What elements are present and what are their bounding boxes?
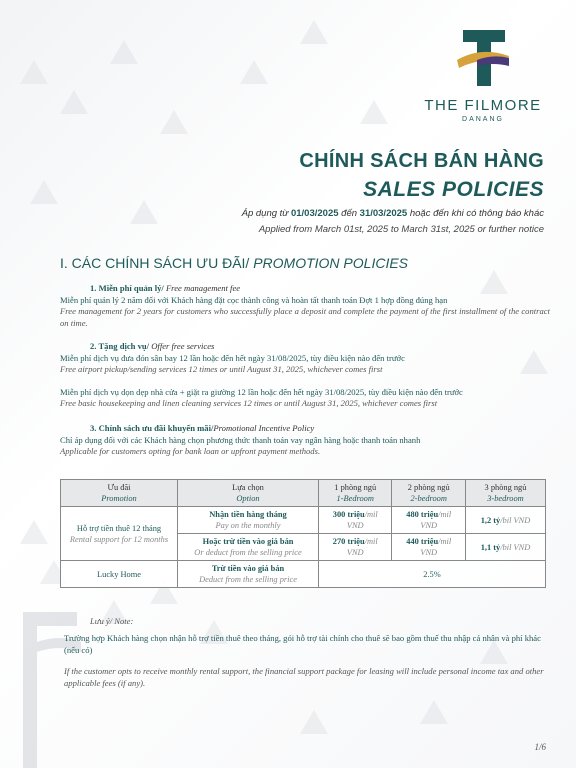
policy-item-heading <box>60 283 550 295</box>
policy-heading-en: Free management fee <box>165 283 241 293</box>
table-header-cell <box>178 480 319 507</box>
note-text-en: If the customer opts to receive monthly rental support, the financial support package for leasing will include personal income tax and other applicable fees (if any). <box>64 666 544 688</box>
applied-period-en: Applied from March 01st, 2025 to March 31st, 2025 or further notice <box>258 224 544 235</box>
policy-text-en: Free management for 2 years for customers who successfully place a deposit and complete the payment of the first installment of the contract on time. <box>60 306 550 328</box>
header-vn: 2 phòng ngủ <box>407 483 450 492</box>
value-cell <box>319 507 392 534</box>
option-cell <box>178 507 319 534</box>
lucky-home-cell <box>61 561 178 588</box>
section-heading-vn: I. CÁC CHÍNH SÁCH ƯU ĐÃI/ <box>60 255 254 271</box>
applied-period-vn <box>242 208 544 219</box>
table-header-cell <box>319 480 392 507</box>
policy-heading-vn: 2. Tặng dịch vụ/ <box>90 341 152 351</box>
applied-mid: đến <box>338 208 360 219</box>
unit: /bil VND <box>500 515 531 525</box>
policy-text-en-2: Free basic housekeeping and linen cleaning services 12 times or until August 31, 2025, whichever comes first <box>60 398 438 408</box>
policy-item-2 <box>60 341 550 410</box>
currency: VND <box>420 521 438 530</box>
value-cell <box>392 507 465 534</box>
option-en: Pay on the monthly <box>215 521 281 530</box>
amount: 270 triệu <box>332 537 365 546</box>
policy-item-heading <box>60 341 550 353</box>
rental-en: Rental support for 12 months <box>69 534 169 544</box>
lucky-home-percent: 2.5% <box>423 569 441 579</box>
policy-heading-vn: 3. Chính sách ưu đãi khuyến mãi/ <box>90 423 214 433</box>
promotion-table <box>60 479 546 588</box>
table-header-cell <box>465 480 545 507</box>
page-title-vn: CHÍNH SÁCH BÁN HÀNG <box>299 150 544 172</box>
policy-text-en: Applicable for customers opting for bank loan or upfront payment methods. <box>60 446 321 456</box>
currency: VND <box>346 521 364 530</box>
header-en: 2-bedroom <box>410 494 447 503</box>
header-en: 3-bedroom <box>487 494 524 503</box>
policy-heading-vn: 1. Miễn phí quản lý/ <box>90 283 166 293</box>
value-cell <box>465 507 545 534</box>
section-heading-en: PROMOTION POLICIES <box>253 255 409 271</box>
applied-to-date: 31/03/2025 <box>359 208 408 219</box>
amount: 300 triệu <box>332 510 365 519</box>
policy-text-vn-2: Miễn phí dịch vụ dọn dẹp nhà cửa + giặt ra giường 12 lần hoặc đến hết ngày 31/08/2025, tùy điều kiện nào đến trước <box>60 386 463 397</box>
section-heading <box>60 255 408 271</box>
unit: /bil VND <box>500 542 531 552</box>
value-cell <box>465 534 545 561</box>
amount: 480 triệu <box>406 510 439 519</box>
policy-item-1 <box>60 283 550 329</box>
option-vn: Nhận tiền hàng tháng <box>209 510 287 519</box>
brand-name: THE FILMORE <box>424 97 542 114</box>
rental-support-cell <box>61 507 178 561</box>
note-label: Lưu ý/ Note: <box>90 616 134 626</box>
lucky-home-label: Lucky Home <box>97 569 141 579</box>
filmore-logo-icon <box>453 30 513 86</box>
header-en: Option <box>236 494 260 503</box>
page-number: 1/6 <box>534 742 546 752</box>
applied-suffix: hoặc đến khi có thông báo khác <box>407 208 544 219</box>
table-row <box>61 561 546 588</box>
header-en: Promotion <box>101 494 137 503</box>
brand-city: DANANG <box>462 116 504 123</box>
option-cell <box>178 561 319 588</box>
rental-vn: Hỗ trợ tiền thuê 12 tháng <box>76 523 162 533</box>
unit: /mil <box>438 510 452 519</box>
applied-prefix: Áp dụng từ <box>241 208 291 219</box>
unit: /mil <box>438 537 452 546</box>
header-vn: 3 phòng ngủ <box>484 483 527 492</box>
header-en: 1-Bedroom <box>336 494 374 503</box>
option-cell <box>178 534 319 561</box>
policy-text-vn: Chỉ áp dụng đối với các Khách hàng chọn phương thức thanh toán vay ngân hàng hoặc thanh toán nhanh <box>60 434 421 445</box>
page-title-en: SALES POLICIES <box>363 178 544 201</box>
lucky-home-value <box>319 561 546 588</box>
option-vn: Hoặc trừ tiền vào giá bán <box>202 537 294 546</box>
policy-heading-en: Offer free services <box>151 341 215 351</box>
brand-logo <box>420 30 546 123</box>
option-en: Or deduct from the selling price <box>194 548 302 557</box>
policy-text-vn: Miễn phí quản lý 2 năm đối với Khách hàng đặt cọc thành công và hoàn tất thanh toán Đợt 1 hợp đồng đúng hạn <box>60 294 448 305</box>
amount: 1,1 tỷ <box>480 542 501 552</box>
header-vn: Ưu đãi <box>107 483 131 492</box>
policy-item-heading <box>60 423 550 435</box>
unit: /mil <box>364 510 378 519</box>
header-vn: 1 phòng ngủ <box>334 483 377 492</box>
option-en: Deduct from the selling price <box>199 575 297 584</box>
applied-from-date: 01/03/2025 <box>290 208 339 219</box>
amount: 440 triệu <box>406 537 439 546</box>
amount: 1,2 tỷ <box>480 515 501 525</box>
policy-item-3 <box>60 423 550 458</box>
table-header-cell <box>61 480 178 507</box>
table-row <box>61 507 546 534</box>
policy-heading-en: Promotional Incentive Policy <box>213 423 315 433</box>
currency: VND <box>420 548 438 557</box>
value-cell <box>392 534 465 561</box>
note-text-vn: Trường hợp Khách hàng chọn nhận hỗ trợ tiền thuê theo tháng, gói hỗ trợ tài chính cho thuê sẽ bao gồm thuế thu nhập cá nhân và phí khác (nếu có) <box>64 633 541 655</box>
table-header-row <box>61 480 546 507</box>
policy-text-vn: Miễn phí dịch vụ đưa đón sân bay 12 lần hoặc đến hết ngày 31/08/2025, tùy điều kiện nào đến trước <box>60 352 405 363</box>
table-header-cell <box>392 480 465 507</box>
currency: VND <box>346 548 364 557</box>
header-vn: Lựa chọn <box>232 483 264 492</box>
value-cell <box>319 534 392 561</box>
unit: /mil <box>364 537 378 546</box>
policy-text-en: Free airport pickup/sending services 12 times or until August 31, 2025, whichever comes first <box>60 364 383 374</box>
option-vn: Trừ tiền vào giá bán <box>211 564 285 573</box>
